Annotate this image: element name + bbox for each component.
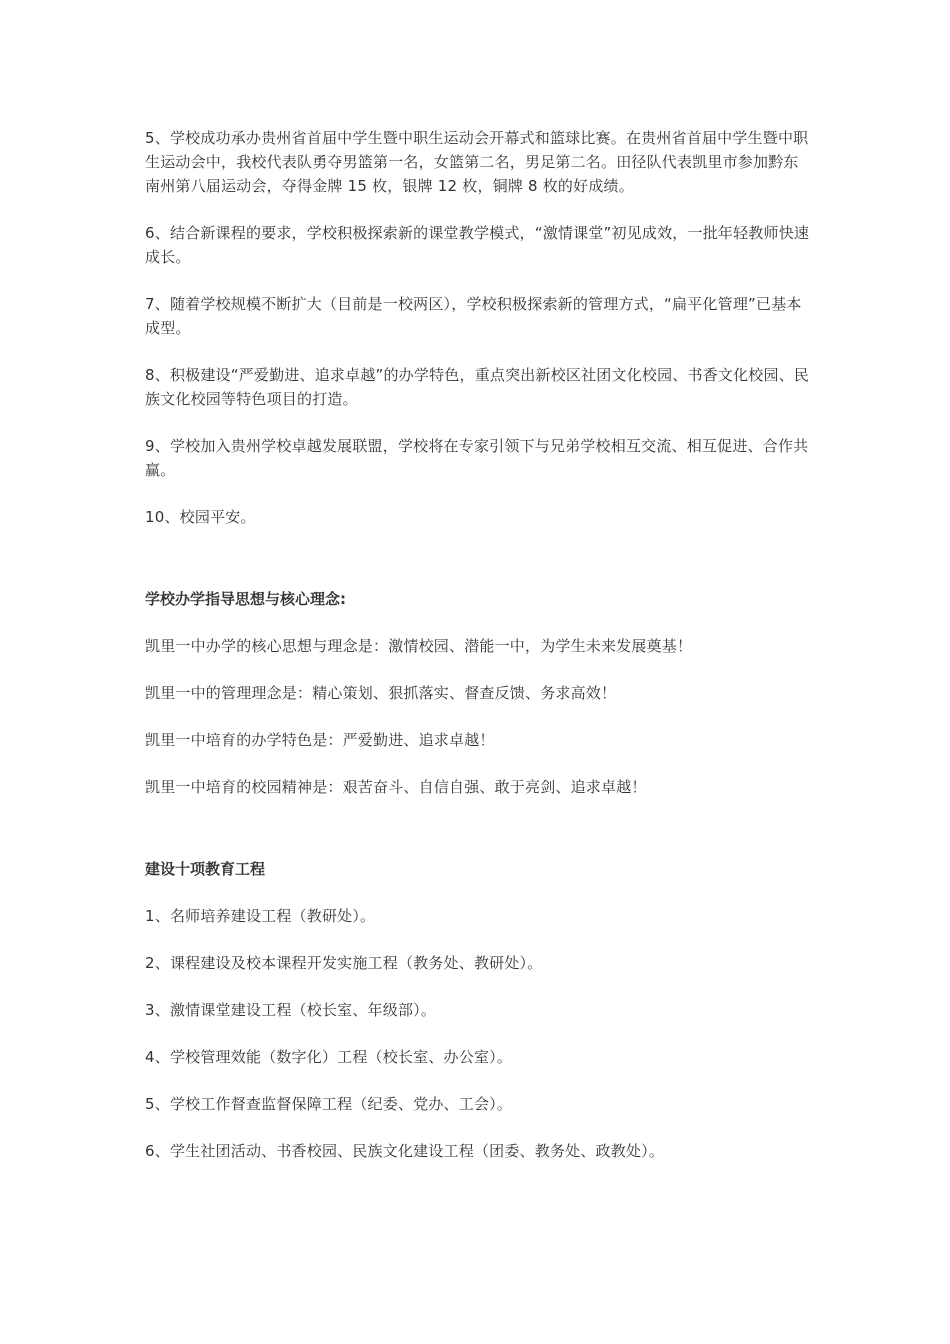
- project-item-5: 5、学校工作督查监督保障工程（纪委、党办、工会）。: [145, 1095, 513, 1113]
- project-item-6: 6、学生社团活动、书香校园、民族文化建设工程（团委、教务处、政教处）。: [145, 1142, 665, 1160]
- philosophy-feature: 凯里一中培育的办学特色是：严爱勤进、追求卓越！: [145, 731, 495, 749]
- philosophy-core-idea: 凯里一中办学的核心思想与理念是：激情校园、潜能一中，为学生未来发展奠基！: [145, 637, 693, 655]
- achievement-item-7: 7、随着学校规模不断扩大（目前是一校两区），学校积极探索新的管理方式，“扁平化管理”已基本成型。: [145, 295, 802, 337]
- philosophy-management: 凯里一中的管理理念是：精心策划、狠抓落实、督查反馈、务求高效！: [145, 684, 617, 702]
- philosophy-spirit: 凯里一中培育的校园精神是：艰苦奋斗、自信自强、敢于亮剑、追求卓越！: [145, 778, 647, 796]
- achievement-item-6: 6、结合新课程的要求，学校积极探索新的课堂教学模式，“激情课堂”初见成效，一批年轻教师快速成长。: [145, 224, 810, 266]
- document-body: [145, 126, 810, 1186]
- achievement-item-10: 10、校园平安。: [145, 508, 256, 526]
- project-item-2: 2、课程建设及校本课程开发实施工程（教务处、教研处）。: [145, 954, 543, 972]
- achievement-item-5: 5、学校成功承办贵州省首届中学生暨中职生运动会开幕式和篮球比赛。在贵州省首届中学生暨中职生运动会中，我校代表队勇夺男篮第一名，女篮第二名，男足第二名。田径队代表凯里市参加黔东南州第八届运动会，夺得金牌 15 枚，银牌 12 枚，铜牌 8 枚的好成绩。: [145, 129, 809, 195]
- project-item-3: 3、激情课堂建设工程（校长室、年级部）。: [145, 1001, 437, 1019]
- philosophy-heading: 学校办学指导思想与核心理念:: [145, 590, 346, 608]
- project-item-4: 4、学校管理效能（数字化）工程（校长室、办公室）。: [145, 1048, 513, 1066]
- achievement-item-8: 8、积极建设“严爱勤进、追求卓越”的办学特色，重点突出新校区社团文化校园、书香文化校园、民族文化校园等特色项目的打造。: [145, 366, 810, 408]
- achievement-item-9: 9、学校加入贵州学校卓越发展联盟，学校将在专家引领下与兄弟学校相互交流、相互促进、合作共赢。: [145, 437, 809, 479]
- project-item-1: 1、名师培养建设工程（教研处）。: [145, 907, 376, 925]
- projects-heading: 建设十项教育工程: [145, 860, 266, 878]
